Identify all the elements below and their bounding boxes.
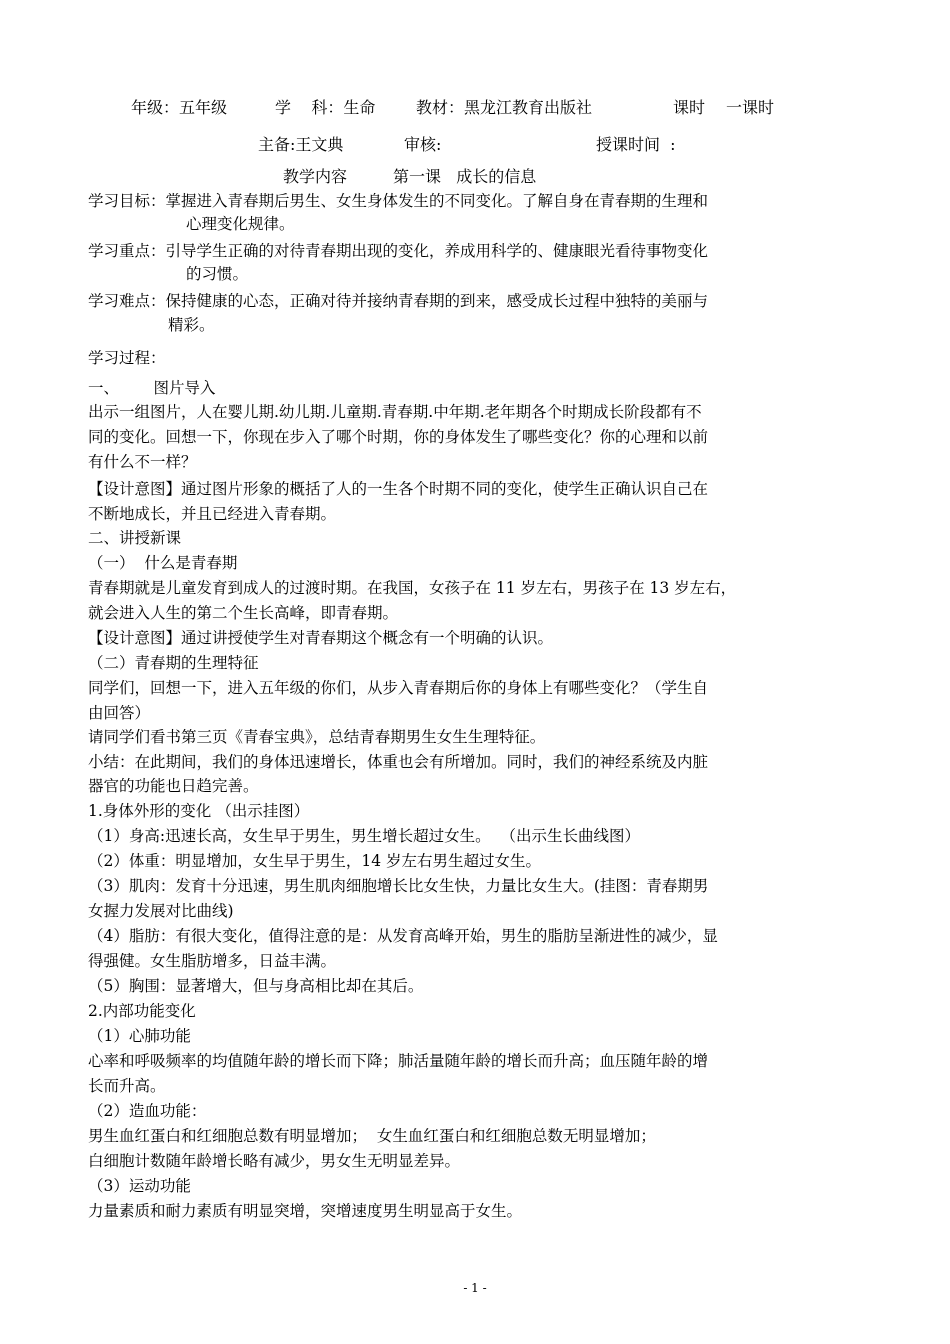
page-number: - 1 - — [463, 1281, 487, 1295]
preparer-label: 主备:王文典 — [258, 135, 344, 154]
body-line: 心率和呼吸频率的均值随年龄的增长而下降；肺活量随年龄的增长而升高；血压随年龄的增 — [88, 1052, 709, 1070]
body-line: （2）造血功能： — [88, 1102, 207, 1120]
content-label: 教学内容 — [283, 167, 348, 186]
body-line: 同学们，回想一下，进入五年级的你们，从步入青春期后你的身体上有哪些变化？（学生自 — [88, 679, 709, 697]
reviewer-label: 审核: — [404, 135, 442, 154]
body-line: 力量素质和耐力素质有明显突增，突增速度男生明显高于女生。 — [88, 1202, 523, 1220]
body-line: 同的变化。回想一下，你现在步入了哪个时期，你的身体发生了哪些变化？你的心理和以前 — [88, 428, 709, 446]
body-line: （2）体重：明显增加，女生早于男生，14 岁左右男生超过女生。 — [88, 852, 542, 870]
body-line: 出示一组图片，人在婴儿期.幼儿期.儿童期.青春期.中年期.老年期各个时期成长阶段都有不 — [88, 403, 702, 421]
body-line: 一、 图片导入 — [88, 379, 216, 397]
objective-difficulty-line-2: 精彩。 — [168, 316, 215, 334]
body-line: （3）运动功能 — [88, 1177, 191, 1195]
body-line: （二）青春期的生理特征 — [88, 654, 259, 672]
body-line: （1）身高:迅速长高，女生早于男生，男生增长超过女生。 （出示生长曲线图） — [88, 827, 640, 845]
body-line: 男生血红蛋白和红细胞总数有明显增加； 女生血红蛋白和红细胞总数无明显增加； — [88, 1127, 656, 1145]
teaching-time-label: 授课时间 : — [596, 135, 676, 154]
lesson-time-value: 一课时 — [726, 98, 775, 117]
objective-focus-line-1: 学习重点：引导学生正确的对待青春期出现的变化，养成用科学的、健康眼光看待事物变化 — [88, 242, 709, 260]
body-line: 不断地成长，并且已经进入青春期。 — [88, 505, 337, 523]
body-line: 请同学们看书第三页《青春宝典》，总结青春期男生女生生理特征。 — [88, 728, 546, 746]
body-line: 1.身体外形的变化 （出示挂图） — [88, 802, 310, 820]
body-line: 女握力发展对比曲线) — [88, 902, 234, 920]
body-line: 小结：在此期间，我们的身体迅速增长，体重也会有所增加。同时，我们的神经系统及内脏 — [88, 753, 709, 771]
lesson-time-label: 课时 — [673, 98, 706, 117]
body-line: 学习过程： — [88, 349, 166, 367]
body-line: 就会进入人生的第二个生长高峰，即青春期。 — [88, 604, 399, 622]
textbook-label: 教材：黑龙江教育出版社 — [416, 98, 593, 117]
body-line: 【设计意图】通过图片形象的概括了人的一生各个时期不同的变化，使学生正确认识自己在 — [88, 480, 709, 498]
body-line: （3）肌肉：发育十分迅速，男生肌肉细胞增长比女生快，力量比女生大。(挂图：青春期男 — [88, 877, 709, 895]
body-line: 器官的功能也日趋完善。 — [88, 777, 259, 795]
body-line: 【设计意图】通过讲授使学生对青春期这个概念有一个明确的认识。 — [88, 629, 554, 647]
grade-label: 年级：五年级 — [131, 98, 228, 117]
body-line: 得强健。女生脂肪增多，日益丰满。 — [88, 952, 337, 970]
objective-goal-line-2: 心理变化规律。 — [186, 215, 295, 233]
body-line: 由回答） — [88, 704, 151, 722]
body-line: 白细胞计数随年龄增长略有减少，男女生无明显差异。 — [88, 1152, 461, 1170]
body-line: （5）胸围：显著增大，但与身高相比却在其后。 — [88, 977, 424, 995]
body-line: 长而升高。 — [88, 1077, 166, 1095]
body-line: 有什么不一样？ — [88, 453, 197, 471]
subject-label: 学 科：生命 — [275, 98, 376, 117]
objective-focus-line-2: 的习惯。 — [186, 265, 249, 283]
body-line: （4）脂肪：有很大变化，值得注意的是：从发育高峰开始，男生的脂肪呈渐进性的减少，显 — [88, 927, 718, 945]
objective-difficulty-line-1: 学习难点：保持健康的心态，正确对待并接纳青春期的到来，感受成长过程中独特的美丽与 — [88, 292, 709, 310]
body-line: 2.内部功能变化 — [88, 1002, 196, 1020]
content-value: 第一课 成长的信息 — [393, 167, 537, 186]
body-line: （一） 什么是青春期 — [88, 554, 238, 572]
body-line: 青春期就是儿童发育到成人的过渡时期。在我国，女孩子在 11 岁左右，男孩子在 13 岁左右， — [88, 579, 737, 597]
objective-goal-line-1: 学习目标：掌握进入青春期后男生、女生身体发生的不同变化。了解自身在青春期的生理和 — [88, 192, 709, 210]
body-line: （1）心肺功能 — [88, 1027, 191, 1045]
body-line: 二、讲授新课 — [88, 529, 182, 547]
